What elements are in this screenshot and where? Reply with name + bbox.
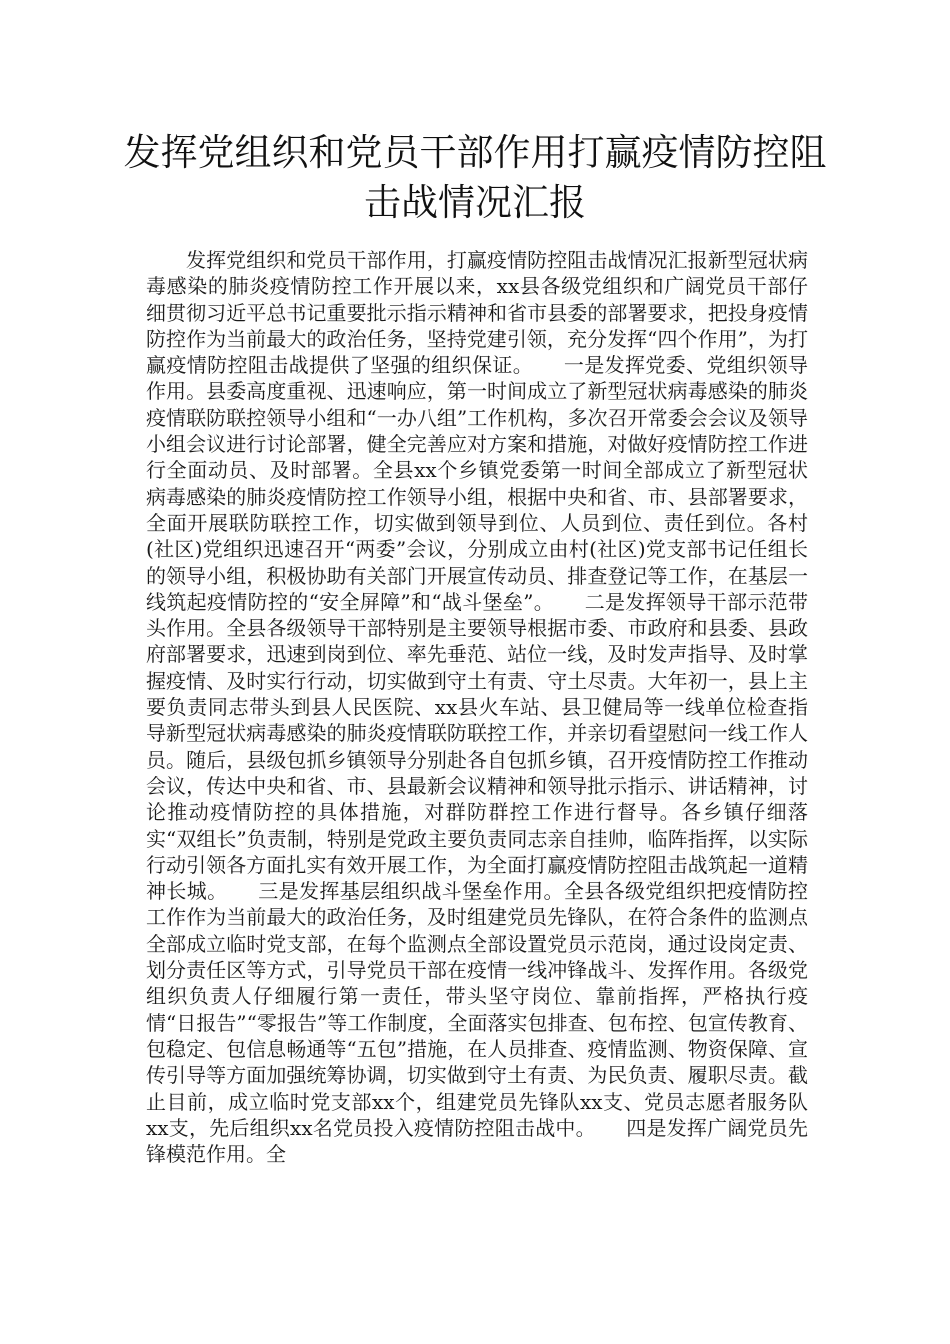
document-title: 发挥党组织和党员干部作用打赢疫情防控阻击战情况汇报 bbox=[123, 131, 827, 224]
document-body: 发挥党组织和党员干部作用，打赢疫情防控阻击战情况汇报新型冠状病毒感染的肺炎疫情防控工作开展以来，xx县各级党组织和广阔党员干部仔细贯彻习近平总书记重要批示指示精神和省市县委的部署要求，把投身疫情防控作为当前最大的政治任务，坚持党建引领，充分发挥“四个作用”，为打赢疫情防控阻击战提供了坚强的组织保证。 一是发挥党委、党组织领导作用。县委高度重视、迅速响应，第一时间成立了新型冠状病毒感染的肺炎疫情联防联控领导小组和“一办八组”工作机构，多次召开常委会会议及领导小组会议进行讨论部署，健全完善应对方案和措施，对做好疫情防控工作进行全面动员、及时部署。全县xx个乡镇党委第一时间全部成立了新型冠状病毒感染的肺炎疫情防控工作领导小组，根据中央和省、市、县部署要求，全面开展联防联控工作，切实做到领导到位、人员到位、责任到位。各村(社区)党组织迅速召开“两委”会议，分别成立由村(社区)党支部书记任组长的领导小组，积极协助有关部门开展宣传动员、排查登记等工作，在基层一线筑起疫情防控的“安全屏障”和“战斗堡垒”。 二是发挥领导干部示范带头作用。全县各级领导干部特别是主要领导根据市委、市政府和县委、县政府部署要求，迅速到岗到位、率先垂范、站位一线，及时发声指导、及时掌握疫情、及时实行行动，切实做到守土有责、守土尽责。大年初一，县上主要负责同志带头到县人民医院、xx县火车站、县卫健局等一线单位检查指导新型冠状病毒感染的肺炎疫情联防联控工作，并亲切看望慰问一线工作人员。随后，县级包抓乡镇领导分别赴各自包抓乡镇，召开疫情防控工作推动会议，传达中央和省、市、县最新会议精神和领导批示指示、讲话精神，讨论推动疫情防控的具体措施，对群防群控工作进行督导。各乡镇仔细落实“双组长”负责制，特别是党政主要负责同志亲自挂帅，临阵指挥，以实际行动引领各方面扎实有效开展工作，为全面打赢疫情防控阻击战筑起一道精神长城。 三是发挥基层组织战斗堡垒作用。全县各级党组织把疫情防控工作作为当前最大的政治任务，及时组建党员先锋队，在符合条件的监测点全部成立临时党支部，在每个监测点全部设置党员示范岗，通过设岗定责、划分责任区等方式，引导党员干部在疫情一线冲锋战斗、发挥作用。各级党组织负责人仔细履行第一责任，带头坚守岗位、靠前指挥，严格执行疫情“日报告”“零报告”等工作制度，全面落实包排查、包布控、包宣传教育、包稳定、包信息畅通等“五包”措施，在人员排查、疫情监测、物资保障、宣传引导等方面加强统筹协调，切实做到守土有责、为民负责、履职尽责。截止目前，成立临时党支部xx个，组建党员先锋队xx支、党员志愿者服务队xx支，先后组织xx名党员投入疫情防控阻击战中。 四是发挥广阔党员先锋模范作用。全 bbox=[146, 248, 808, 1167]
